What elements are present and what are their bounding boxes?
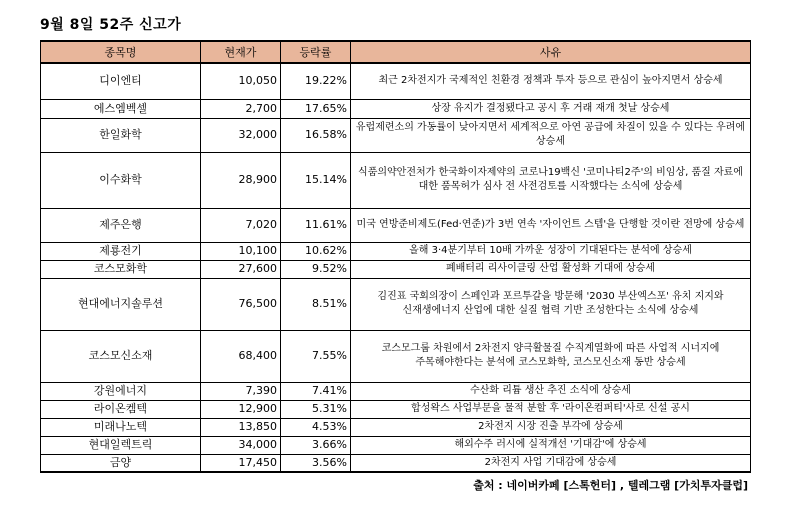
new-high-table	[40, 40, 751, 473]
stock-reason: 상장 유지가 결정됐다고 공시 후 거래 재개 첫날 상승세	[351, 99, 751, 118]
stock-name: 현대일렉트릭	[41, 436, 201, 454]
stock-name: 제룡전기	[41, 242, 201, 260]
table-row	[41, 260, 751, 278]
table-row	[41, 400, 751, 418]
stock-reason: 해외수주 러시에 실적개선 '기대감'에 상승세	[351, 436, 751, 454]
stock-change: 3.56%	[281, 454, 351, 472]
page-title: 9월 8일 52주 신고가	[40, 17, 182, 33]
table-row	[41, 118, 751, 152]
table-row	[41, 382, 751, 400]
stock-name: 에스엠벡셀	[41, 99, 201, 118]
stock-name: 제주은행	[41, 208, 201, 242]
stock-change: 3.66%	[281, 436, 351, 454]
stock-reason: 코스모그룹 차원에서 2차전지 양극활물질 수직계열화에 따른 사업적 시너지에 주목해야한다는 분석에 코스모화학, 코스모신소재 동반 상승세	[351, 330, 751, 382]
table-row	[41, 278, 751, 330]
stock-price: 17,450	[201, 454, 281, 472]
table-row	[41, 454, 751, 472]
stock-price: 13,850	[201, 418, 281, 436]
stock-reason: 김진표 국회의장이 스페인과 포르투갈을 방문해 '2030 부산엑스포' 유치 지지와 신재생에너지 산업에 대한 실질 협력 기반 조성한다는 소식에 상승세	[351, 278, 751, 330]
stock-reason: 합성왁스 사업부문을 물적 분할 후 '라이온컴퍼티'사로 신설 공시	[351, 400, 751, 418]
stock-change: 19.22%	[281, 63, 351, 99]
stock-reason: 유럽제련소의 가동률이 낮아지면서 세계적으로 아연 공급에 차질이 있을 수 있다는 우려에 상승세	[351, 118, 751, 152]
stock-price: 10,050	[201, 63, 281, 99]
stock-name: 디이엔티	[41, 63, 201, 99]
stock-change: 5.31%	[281, 400, 351, 418]
table-row	[41, 208, 751, 242]
table-header-row	[41, 41, 751, 63]
stock-change: 7.41%	[281, 382, 351, 400]
stock-change: 15.14%	[281, 152, 351, 208]
stock-price: 32,000	[201, 118, 281, 152]
stock-name: 금양	[41, 454, 201, 472]
stock-price: 7,390	[201, 382, 281, 400]
stock-change: 7.55%	[281, 330, 351, 382]
header-reason: 사유	[351, 41, 751, 63]
stock-price: 34,000	[201, 436, 281, 454]
stock-reason: 폐배터리 리사이클링 산업 활성화 기대에 상승세	[351, 260, 751, 278]
table-row	[41, 99, 751, 118]
stock-change: 4.53%	[281, 418, 351, 436]
stock-change: 9.52%	[281, 260, 351, 278]
stock-name: 코스모화학	[41, 260, 201, 278]
table-row	[41, 63, 751, 99]
header-change: 등락률	[281, 41, 351, 63]
stock-reason: 식품의약안전처가 한국화이자제약의 코로나19백신 '코미나티2주'의 비임상, 품질 자료에 대한 품목허가 심사 전 사전검토를 시작했다는 소식에 상승세	[351, 152, 751, 208]
stock-change: 11.61%	[281, 208, 351, 242]
stock-price: 68,400	[201, 330, 281, 382]
stock-name: 라이온켐텍	[41, 400, 201, 418]
table-row	[41, 436, 751, 454]
stock-reason: 미국 연방준비제도(Fed·연준)가 3번 연속 '자이언트 스텝'을 단행할 것이란 전망에 상승세	[351, 208, 751, 242]
stock-change: 16.58%	[281, 118, 351, 152]
stock-name: 미래나노텍	[41, 418, 201, 436]
stock-price: 12,900	[201, 400, 281, 418]
stock-name: 한일화학	[41, 118, 201, 152]
table-row	[41, 152, 751, 208]
stock-reason: 2차전지 사업 기대감에 상승세	[351, 454, 751, 472]
stock-reason: 2차전지 시장 진출 부각에 상승세	[351, 418, 751, 436]
stock-price: 28,900	[201, 152, 281, 208]
stock-reason: 최근 2차전지가 국제적인 친환경 정책과 투자 등으로 관심이 높아지면서 상승세	[351, 63, 751, 99]
stock-name: 강원에너지	[41, 382, 201, 400]
stock-change: 17.65%	[281, 99, 351, 118]
stock-reason: 수산화 리튬 생산 추진 소식에 상승세	[351, 382, 751, 400]
stock-name: 코스모신소재	[41, 330, 201, 382]
table-row	[41, 330, 751, 382]
stock-price: 7,020	[201, 208, 281, 242]
stock-change: 8.51%	[281, 278, 351, 330]
table-row	[41, 418, 751, 436]
table-row	[41, 242, 751, 260]
stock-name: 이수화학	[41, 152, 201, 208]
stock-reason: 올해 3·4분기부터 10배 가까운 성장이 기대된다는 분석에 상승세	[351, 242, 751, 260]
stock-price: 10,100	[201, 242, 281, 260]
header-name: 종목명	[41, 41, 201, 63]
source-note: 출처 : 네이버카페 [스톡헌터] , 텔레그램 [가치투자클럽]	[473, 479, 748, 492]
header-price: 현재가	[201, 41, 281, 63]
stock-price: 76,500	[201, 278, 281, 330]
stock-name: 현대에너지솔루션	[41, 278, 201, 330]
stock-change: 10.62%	[281, 242, 351, 260]
stock-price: 27,600	[201, 260, 281, 278]
stock-price: 2,700	[201, 99, 281, 118]
